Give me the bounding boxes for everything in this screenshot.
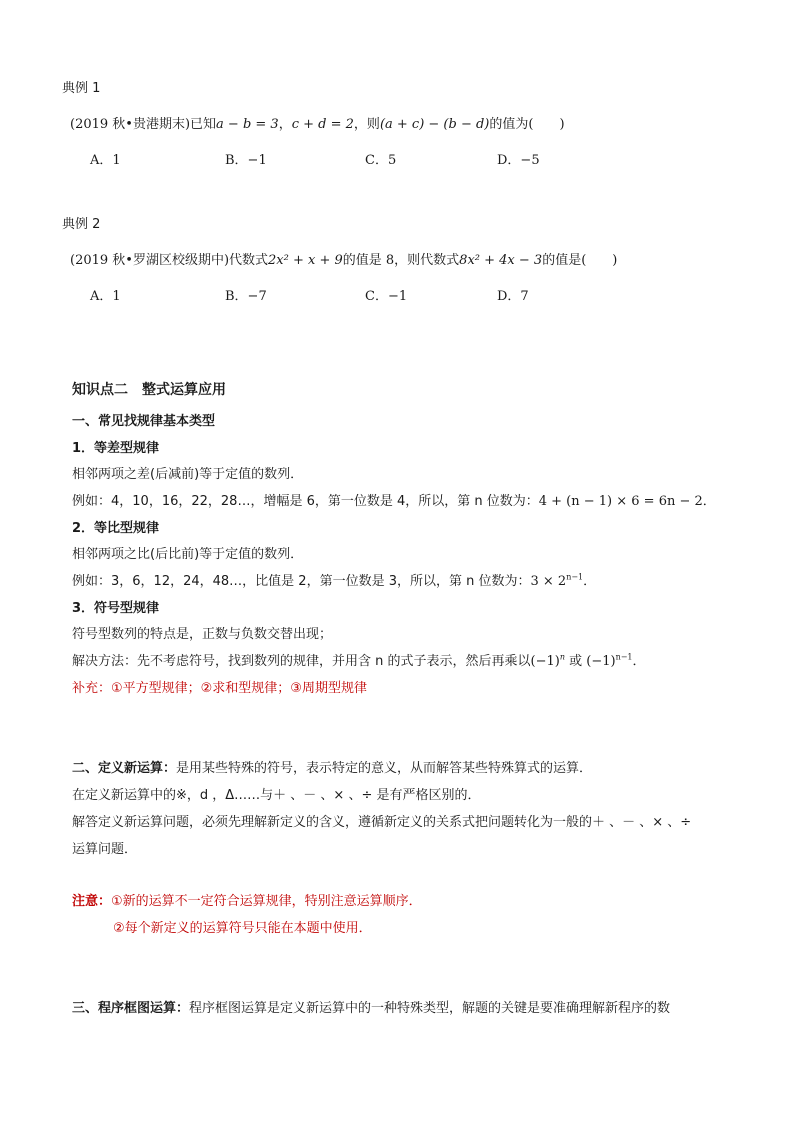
item3-end: ．: [632, 654, 646, 669]
item2-title: 2．等比型规律: [72, 521, 160, 536]
item3-formula1: [531, 654, 565, 669]
example1-expr: (a + c) − (b − d): [379, 117, 490, 132]
item2-formula-base: 3 × 2: [530, 574, 567, 589]
example1-title: 典例 1: [62, 81, 101, 96]
supplement-note: 补充：①平方型规律；②求和型规律；③周期型规律: [72, 681, 367, 696]
item1-example: [72, 493, 716, 511]
example2-question: [70, 252, 617, 270]
example1-option-b: B．−1: [225, 153, 267, 168]
example2-option-b: B．−7: [225, 289, 267, 304]
item2-example-text: 例如：3，6，12，24，48…，比值是 2，第一位数是 3，所以，第 n 位数为：: [72, 574, 531, 589]
example1-question: [70, 116, 565, 134]
item1-desc: 相邻两项之差(后减前)等于定值的数列．: [72, 467, 304, 482]
note-item1: ①新的运算不一定符合运算规律，特别注意运算顺序．: [111, 894, 422, 909]
item1-title: 1．等差型规律: [72, 441, 160, 456]
item3-method: [72, 653, 646, 671]
subsection-heading: 一、常见找规律基本类型: [72, 414, 216, 429]
flowchart-paragraph: [72, 1000, 670, 1018]
item3-method-text: 解决方法：先不考虑符号，找到数列的规律，并用含 n 的式子表示，然后再乘以: [72, 654, 531, 669]
item2-example: [72, 573, 596, 591]
example2-expr2: 8x² + 4x − 3: [459, 253, 543, 268]
item3-desc: 符号型数列的特点是，正数与负数交替出现；: [72, 627, 333, 642]
example2-prefix: (2019 秋•罗湖区校级期中)代数式: [70, 253, 269, 268]
example1-option-d: D．−5: [497, 153, 540, 168]
note-item2: ②每个新定义的运算符号只能在本题中使用．: [113, 921, 372, 936]
item3-f2-exp: n−1: [615, 652, 633, 662]
example2-title: 典例 2: [62, 217, 101, 232]
example1-cond2: c + d = 2: [291, 117, 354, 132]
example1-option-c: C．5: [365, 153, 397, 168]
example2-expr1: 2x² + x + 9: [268, 253, 343, 268]
example1-option-a: A．1: [90, 153, 121, 168]
example1-cond1: a − b = 3: [216, 117, 279, 132]
item3-f1-base: (−1): [530, 654, 560, 669]
item3-or: 或: [564, 654, 587, 669]
example1-sep2: ，则: [353, 117, 380, 132]
example1-sep1: ，: [278, 117, 292, 132]
item1-example-text: 例如：4，10，16，22，28…，增幅是 6，第一位数是 4，所以，第 n 位数为：: [72, 494, 539, 509]
example2-suffix: 的值是( ): [542, 253, 618, 268]
new-operation-line2: 在定义新运算中的※，d ，Δ……与＋ 、－ 、× 、÷ 是有严格区别的．: [72, 788, 481, 803]
example2-middle: 的值是 8，则代数式: [342, 253, 460, 268]
item3-formula2: [586, 654, 632, 669]
new-operation-line3: 解答定义新运算问题，必须先理解新定义的含义，遵循新定义的关系式把问题转化为一般的＋ 、－ 、× 、÷: [72, 815, 692, 830]
item2-formula-exp: n−1: [566, 572, 584, 582]
new-operation-line4: 运算问题．: [72, 842, 138, 857]
example2-option-a: A．1: [90, 289, 121, 304]
section-heading: 知识点二 整式运算应用: [72, 382, 226, 398]
new-operation-label: 二、定义新运算：: [72, 761, 177, 776]
item3-f1-exp: n: [559, 652, 565, 662]
note-line1: [72, 893, 422, 911]
item2-formula-end: ．: [583, 574, 597, 589]
item3-f2-base: (−1): [586, 654, 616, 669]
item1-formula: 4 + (n − 1) × 6 = 6n − 2．: [538, 494, 716, 509]
item3-title: 3．符号型规律: [72, 601, 160, 616]
item2-desc: 相邻两项之比(后比前)等于定值的数列．: [72, 547, 304, 562]
example1-suffix: 的值为( ): [489, 117, 565, 132]
new-operation-paragraph: [72, 760, 592, 778]
flowchart-desc: 程序框图运算是定义新运算中的一种特殊类型，解题的关键是要准确理解新程序的数: [189, 1001, 671, 1016]
item2-formula: [530, 574, 596, 589]
example2-option-d: D．7: [497, 289, 529, 304]
note-label: 注意：: [72, 894, 112, 909]
example2-option-c: C．−1: [365, 289, 408, 304]
flowchart-label: 三、程序框图运算：: [72, 1001, 190, 1016]
new-operation-desc: 是用某些特殊的符号，表示特定的意义，从而解答某些特殊算式的运算．: [176, 761, 593, 776]
example1-prefix: (2019 秋•贵港期末)已知: [70, 117, 217, 132]
